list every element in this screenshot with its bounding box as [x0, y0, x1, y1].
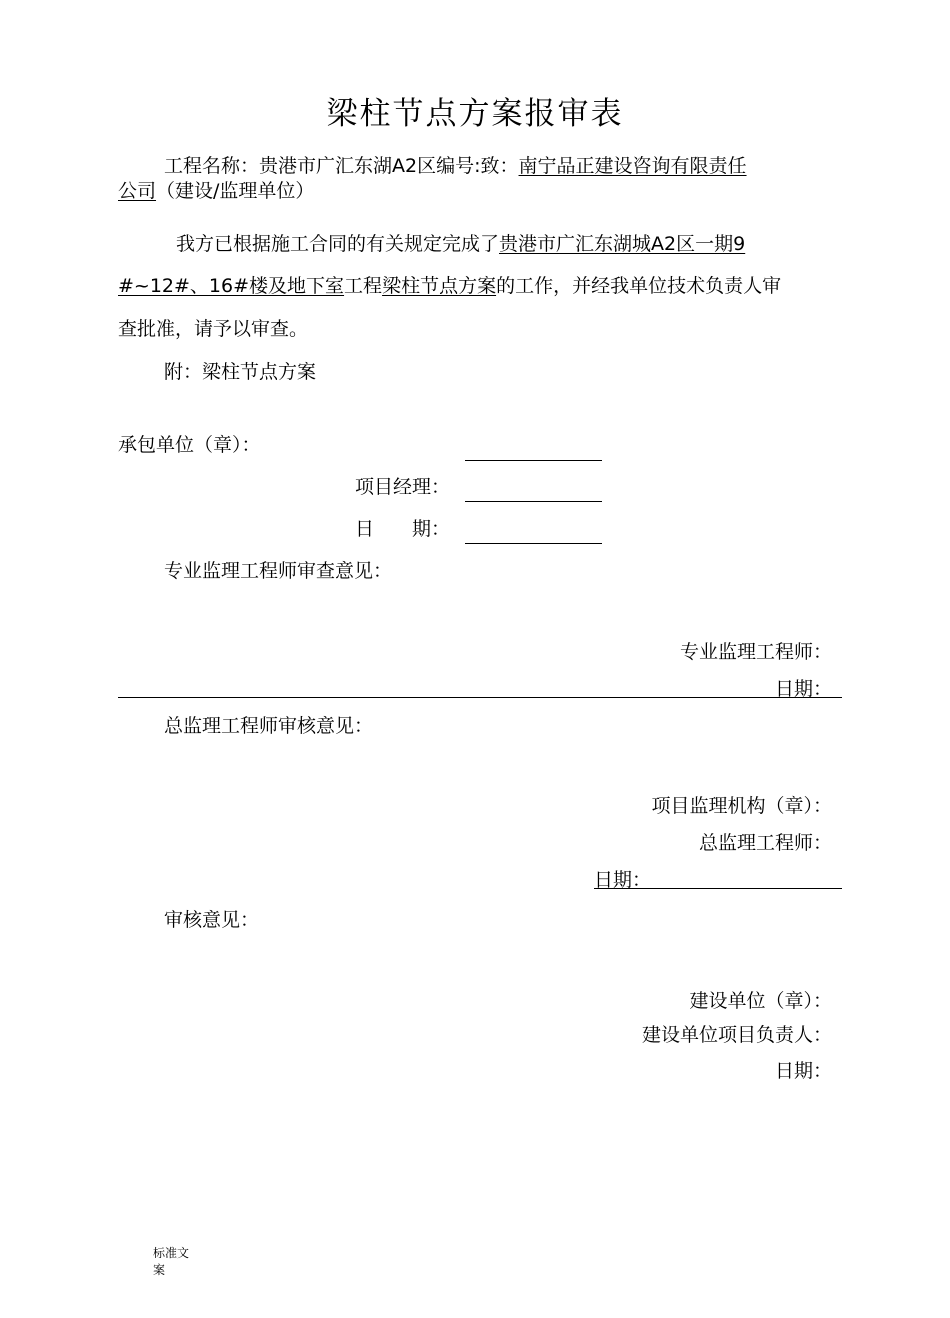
footer-note: [153, 1245, 189, 1279]
to-label: 致：: [480, 155, 519, 177]
project-label: 工程名称：: [164, 155, 260, 177]
project-full-name: 贵港市广汇东湖城A2区一期9: [499, 233, 746, 255]
work-label: 工程: [344, 275, 383, 297]
chief-engineer-label: 总监理工程师：: [698, 832, 832, 854]
to-company-cont: 公司: [118, 180, 157, 202]
specialist-opinion-label: 专业监理工程师审查意见：: [164, 560, 393, 582]
scheme-name: 梁柱节点方案: [382, 275, 497, 297]
to-company: 南宁品正建设咨询有限责任: [518, 155, 747, 177]
chief-date-line: [594, 888, 842, 889]
body-rest: 的工作，并经我单位技术负责人审: [496, 275, 782, 297]
footer-line-2: 案: [153, 1263, 166, 1277]
body-line-1: [176, 231, 745, 257]
chief-date-label: 日期：: [594, 869, 652, 891]
contractor-date-line: [465, 543, 602, 544]
project-manager-label: 项目经理：: [355, 476, 451, 498]
to-suffix: （建设/监理单位）: [156, 180, 315, 202]
owner-opinion-label: 审核意见：: [164, 909, 260, 931]
form-title: 梁柱节点方案报审表: [326, 96, 624, 132]
header-line-1: [164, 153, 747, 179]
owner-leader-label: 建设单位项目负责人：: [641, 1024, 832, 1046]
contractor-date-label: 日 期：: [355, 518, 451, 540]
chief-opinion-label: 总监理工程师审核意见：: [164, 715, 374, 737]
specialist-date-label: 日期：: [774, 678, 832, 700]
owner-date-label: 日期：: [774, 1060, 832, 1082]
contractor-unit-label: 承包单位（章）：: [118, 434, 261, 456]
header-line-2: [118, 178, 314, 204]
owner-unit-label: 建设单位（章）：: [689, 990, 832, 1012]
project-manager-signature-line: [465, 501, 602, 502]
project-full-name-cont: #~12#、16#楼及地下室: [118, 275, 345, 297]
body-line-3: 查批准，请予以审查。: [118, 318, 309, 340]
section-divider: [118, 697, 842, 698]
specialist-engineer-label: 专业监理工程师：: [679, 641, 832, 663]
attachment-line: 附：梁柱节点方案: [164, 361, 317, 383]
number-label: 编号:: [436, 155, 481, 177]
contractor-unit-signature-line: [465, 460, 602, 461]
supervision-org-label: 项目监理机构（章）：: [651, 795, 832, 817]
body-line-2: [118, 273, 781, 299]
footer-line-1: 标准文: [153, 1246, 190, 1260]
project-name: 贵港市广汇东湖A2区: [259, 155, 437, 177]
intro-text: 我方已根据施工合同的有关规定完成了: [176, 233, 500, 255]
